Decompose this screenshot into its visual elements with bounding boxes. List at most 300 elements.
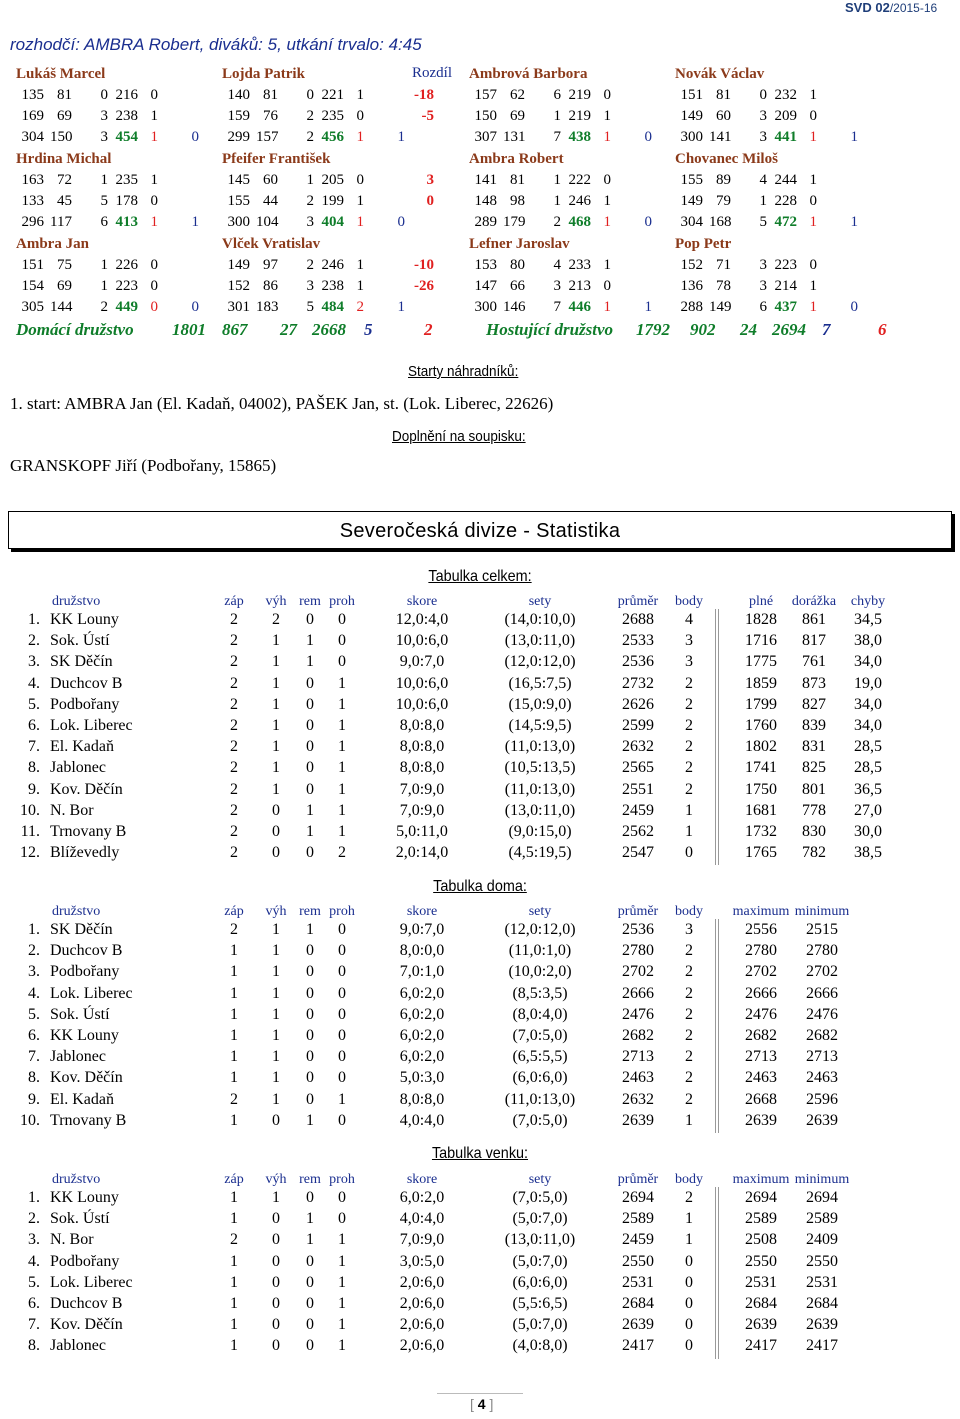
- value-cell: 8,0:0,0: [399, 942, 445, 960]
- value-cell: 2780: [622, 942, 654, 960]
- player-name: Ambra Robert: [469, 151, 564, 167]
- value-cell: 5,0:11,0: [396, 823, 448, 840]
- score-cell: 163: [21, 172, 44, 188]
- value-cell: 0: [306, 759, 314, 777]
- value-cell: 2780: [806, 942, 838, 960]
- value-cell: 0: [306, 1295, 314, 1312]
- score-cell: 145: [227, 172, 250, 188]
- value-cell: 1: [230, 1316, 238, 1334]
- value-cell: 2668: [745, 1090, 777, 1108]
- value-cell: 0: [272, 1295, 280, 1312]
- value-cell: 10,0:6,0: [395, 674, 449, 692]
- team-name-cell: Lok. Liberec: [50, 1273, 133, 1291]
- value-cell: 3: [685, 921, 693, 938]
- value-cell: 2417: [806, 1337, 838, 1355]
- score-cell: 78: [716, 278, 731, 294]
- value-cell: 1: [272, 1048, 280, 1066]
- total-cell: 1: [809, 214, 817, 230]
- value-cell: 6,0:2,0: [399, 1189, 445, 1206]
- score-cell: 1: [356, 87, 364, 103]
- value-cell: 2556: [745, 921, 777, 938]
- value-cell: (8,0:4,0): [512, 1005, 568, 1023]
- value-cell: 19,0: [854, 674, 882, 692]
- value-cell: 1: [306, 823, 314, 840]
- value-cell: 0: [338, 963, 346, 981]
- score-cell: 159: [227, 108, 250, 124]
- team-name-cell: Trnovany B: [50, 823, 127, 840]
- value-cell: 6,0:2,0: [399, 1005, 445, 1023]
- value-cell: 0: [306, 1090, 314, 1108]
- value-cell: 782: [802, 844, 826, 862]
- value-cell: 1: [338, 780, 346, 798]
- value-cell: 1: [338, 759, 346, 777]
- player-name: Pop Petr: [675, 236, 732, 252]
- rank-cell: 7.: [28, 1048, 40, 1066]
- value-cell: 1: [685, 1111, 693, 1129]
- total-cell: 437: [774, 299, 797, 315]
- total-cell: 304: [21, 129, 44, 145]
- score-cell: 1: [100, 278, 108, 294]
- value-cell: (14,5:9,5): [508, 717, 572, 734]
- value-cell: 2531: [745, 1273, 777, 1291]
- value-cell: (7,0:5,0): [512, 1027, 568, 1044]
- value-cell: 1: [338, 674, 346, 692]
- value-cell: 2531: [622, 1273, 654, 1291]
- value-cell: 1: [272, 738, 280, 756]
- value-cell: 2713: [806, 1048, 838, 1066]
- value-cell: (11,0:13,0): [504, 1090, 576, 1108]
- score-cell: 60: [263, 172, 278, 188]
- value-cell: 0: [338, 1027, 346, 1044]
- score-cell: 0: [356, 172, 364, 188]
- column-header: plné: [748, 594, 774, 609]
- value-cell: 2459: [622, 1231, 654, 1249]
- total-cell: 484: [321, 299, 344, 315]
- total-cell: 1: [603, 129, 611, 145]
- value-cell: 0: [685, 1252, 693, 1270]
- total-cell: 0: [850, 299, 858, 315]
- value-cell: 1: [272, 1189, 280, 1206]
- value-cell: 0: [338, 653, 346, 671]
- value-cell: 2: [685, 780, 693, 798]
- rank-cell: 7.: [28, 738, 40, 756]
- score-cell: 1: [809, 172, 817, 188]
- score-cell: 155: [680, 172, 703, 188]
- total-cell: 5: [759, 214, 767, 230]
- total-cell: 305: [21, 299, 44, 315]
- value-cell: 1: [272, 1090, 280, 1108]
- value-cell: 1: [230, 1210, 238, 1228]
- value-cell: 0: [685, 1316, 693, 1334]
- value-cell: 4,0:4,0: [399, 1111, 445, 1129]
- value-cell: 0: [306, 717, 314, 734]
- total-cell: 1: [150, 129, 158, 145]
- value-cell: 34,0: [854, 717, 882, 734]
- value-cell: 2417: [745, 1337, 777, 1355]
- value-cell: 1: [338, 695, 346, 713]
- value-cell: 1: [338, 1273, 346, 1291]
- total-cell: 6: [100, 214, 108, 230]
- score-cell: 1: [603, 193, 611, 209]
- value-cell: 2702: [622, 963, 654, 981]
- rank-cell: 10.: [20, 801, 40, 819]
- value-cell: 0: [306, 1273, 314, 1291]
- team-name-cell: Lok. Liberec: [50, 717, 133, 734]
- value-cell: 2463: [745, 1069, 777, 1087]
- column-header: proh: [329, 1172, 355, 1187]
- score-cell: 226: [115, 257, 138, 273]
- value-cell: 0: [306, 1252, 314, 1270]
- score-cell: 3: [553, 278, 561, 294]
- page-number: [ 4 ]: [470, 1396, 494, 1412]
- value-cell: 2589: [622, 1210, 654, 1228]
- value-cell: 28,5: [854, 759, 882, 777]
- value-cell: 1: [272, 942, 280, 960]
- diff-cell: 0: [426, 193, 434, 209]
- score-cell: 221: [321, 87, 344, 103]
- rank-cell: 4.: [28, 674, 40, 692]
- total-cell: 7: [553, 299, 561, 315]
- value-cell: 0: [272, 823, 280, 840]
- total-cell: 104: [256, 214, 279, 230]
- value-cell: 1: [272, 1005, 280, 1023]
- value-cell: 34,5: [854, 611, 882, 628]
- rank-cell: 8.: [28, 759, 40, 777]
- value-cell: 2: [230, 653, 238, 671]
- value-cell: (12,0:12,0): [504, 921, 576, 938]
- value-cell: (5,0:7,0): [512, 1252, 568, 1270]
- player-name: Chovanec Miloš: [675, 151, 778, 167]
- value-cell: 2: [230, 823, 238, 840]
- value-cell: 34,0: [854, 695, 882, 713]
- value-cell: 1: [306, 801, 314, 819]
- rank-cell: 3.: [28, 963, 40, 981]
- value-cell: (16,5:7,5): [508, 674, 572, 692]
- total-cell: 1: [191, 214, 199, 230]
- value-cell: (10,5:13,5): [504, 759, 576, 777]
- score-cell: 214: [774, 278, 797, 294]
- score-cell: 86: [263, 278, 278, 294]
- value-cell: 3: [685, 653, 693, 671]
- total-cell: 149: [709, 299, 732, 315]
- score-cell: 149: [680, 108, 703, 124]
- team-name-cell: Duchcov B: [50, 942, 123, 960]
- score-cell: 71: [716, 257, 731, 273]
- value-cell: 0: [306, 1048, 314, 1066]
- value-cell: 1: [338, 1231, 346, 1249]
- team-name-cell: N. Bor: [50, 1231, 94, 1249]
- score-cell: 3: [100, 108, 108, 124]
- value-cell: 6,0:2,0: [399, 1027, 445, 1044]
- value-cell: (5,0:7,0): [512, 1210, 568, 1228]
- team-name-cell: El. Kadaň: [50, 738, 114, 756]
- team-name-cell: Duchcov B: [50, 1295, 123, 1312]
- value-cell: 1: [338, 1295, 346, 1312]
- value-cell: 2536: [622, 921, 654, 938]
- score-cell: 238: [321, 278, 344, 294]
- value-cell: (5,5:6,5): [512, 1295, 568, 1312]
- value-cell: 778: [802, 801, 826, 819]
- value-cell: 2: [230, 611, 238, 628]
- rank-cell: 12.: [20, 844, 40, 862]
- value-cell: 36,5: [854, 780, 882, 798]
- score-cell: 151: [21, 257, 44, 273]
- total-cell: 299: [227, 129, 250, 145]
- team-name-cell: KK Louny: [50, 1027, 119, 1044]
- rank-cell: 10.: [20, 1111, 40, 1129]
- value-cell: 2684: [745, 1295, 777, 1312]
- total-cell: 2: [553, 214, 561, 230]
- column-header: skore: [406, 594, 438, 609]
- total-cell: 157: [256, 129, 279, 145]
- total-cell: 289: [474, 214, 497, 230]
- score-cell: 0: [809, 108, 817, 124]
- team-name-cell: Jablonec: [50, 1337, 106, 1355]
- value-cell: 0: [306, 738, 314, 756]
- total-cell: 1: [850, 129, 858, 145]
- away-team-value: 1792: [636, 320, 670, 339]
- column-header: průměr: [617, 904, 659, 919]
- value-cell: 2639: [622, 1316, 654, 1334]
- value-cell: 0: [306, 1027, 314, 1044]
- team-name-cell: Podbořany: [50, 963, 120, 981]
- value-cell: 0: [306, 844, 314, 862]
- score-cell: 81: [57, 87, 72, 103]
- score-cell: 0: [150, 257, 158, 273]
- value-cell: 2589: [806, 1210, 838, 1228]
- value-cell: 2666: [622, 984, 654, 1002]
- value-cell: 4: [685, 611, 693, 628]
- score-cell: 151: [680, 87, 703, 103]
- value-cell: 1732: [745, 823, 777, 840]
- value-cell: 0: [272, 1252, 280, 1270]
- total-cell: 0: [150, 299, 158, 315]
- value-cell: 1: [338, 1337, 346, 1355]
- table-separator: [715, 919, 719, 1133]
- column-header: chyby: [850, 594, 886, 609]
- table-separator: [715, 609, 719, 865]
- value-cell: 2: [230, 921, 238, 938]
- value-cell: 8,0:8,0: [399, 1090, 445, 1108]
- rank-cell: 2.: [28, 1210, 40, 1228]
- value-cell: 0: [338, 632, 346, 650]
- value-cell: 2459: [622, 801, 654, 819]
- value-cell: 2,0:6,0: [399, 1316, 445, 1334]
- score-cell: 199: [321, 193, 344, 209]
- column-header: minimum: [794, 1172, 850, 1187]
- value-cell: 0: [338, 921, 346, 938]
- total-cell: 288: [680, 299, 703, 315]
- total-cell: 131: [503, 129, 526, 145]
- value-cell: 1: [272, 653, 280, 671]
- value-cell: 1: [338, 1090, 346, 1108]
- score-cell: 1: [553, 108, 561, 124]
- value-cell: 1: [272, 695, 280, 713]
- value-cell: 1716: [745, 632, 777, 650]
- total-cell: 1: [397, 299, 405, 315]
- total-cell: 300: [227, 214, 250, 230]
- total-cell: 3: [759, 129, 767, 145]
- score-cell: 149: [227, 257, 250, 273]
- value-cell: 2684: [622, 1295, 654, 1312]
- value-cell: 1: [272, 632, 280, 650]
- value-cell: 10,0:6,0: [395, 695, 449, 713]
- total-cell: 117: [50, 214, 72, 230]
- value-cell: 2: [685, 1069, 693, 1087]
- division-title: Severočeská divize - Statistika: [339, 520, 621, 542]
- value-cell: 1: [338, 823, 346, 840]
- roster-title: Doplnění na soupisku:: [392, 428, 526, 445]
- player-name: Lojda Patrik: [222, 66, 305, 82]
- value-cell: 0: [272, 1231, 280, 1249]
- value-cell: 2536: [622, 653, 654, 671]
- value-cell: 2562: [622, 823, 654, 840]
- value-cell: 3: [685, 632, 693, 650]
- value-cell: 830: [802, 823, 826, 840]
- value-cell: (15,0:9,0): [508, 695, 572, 713]
- value-cell: 2: [230, 1090, 238, 1108]
- total-cell: 7: [553, 129, 561, 145]
- value-cell: 1: [338, 738, 346, 756]
- total-cell: 1: [809, 129, 817, 145]
- value-cell: 2682: [745, 1027, 777, 1044]
- value-cell: (4,0:8,0): [512, 1337, 568, 1355]
- column-header: maximum: [732, 904, 790, 919]
- total-cell: 2: [100, 299, 108, 315]
- total-cell: 2: [306, 129, 314, 145]
- score-cell: 147: [474, 278, 497, 294]
- value-cell: 0: [272, 1111, 280, 1129]
- value-cell: 2780: [745, 942, 777, 960]
- score-cell: 66: [510, 278, 525, 294]
- value-cell: 1681: [745, 801, 777, 819]
- value-cell: 2: [230, 780, 238, 798]
- team-name-cell: Kov. Děčín: [50, 780, 123, 798]
- division-banner: [8, 511, 952, 549]
- total-cell: 300: [680, 129, 703, 145]
- score-cell: 60: [716, 108, 731, 124]
- column-header: družstvo: [52, 594, 101, 609]
- away-table-title: Tabulka venku:: [431, 1145, 529, 1162]
- value-cell: 2713: [622, 1048, 654, 1066]
- column-header: body: [675, 1172, 703, 1187]
- value-cell: (12,0:12,0): [504, 653, 576, 671]
- score-cell: 81: [716, 87, 731, 103]
- value-cell: 34,0: [854, 653, 882, 671]
- value-cell: 0: [685, 1337, 693, 1355]
- value-cell: 2: [272, 611, 280, 628]
- score-cell: 232: [774, 87, 797, 103]
- column-header: průměr: [617, 1172, 659, 1187]
- value-cell: (7,0:5,0): [512, 1189, 568, 1206]
- total-cell: 0: [644, 214, 652, 230]
- value-cell: 0: [306, 1005, 314, 1023]
- value-cell: 1: [230, 984, 238, 1002]
- score-cell: 1: [100, 257, 108, 273]
- team-name-cell: Kov. Děčín: [50, 1069, 123, 1087]
- score-cell: 75: [57, 257, 72, 273]
- value-cell: 1: [306, 1231, 314, 1249]
- score-cell: 1: [603, 108, 611, 124]
- total-cell: 1: [603, 299, 611, 315]
- value-cell: 0: [685, 844, 693, 862]
- score-cell: 219: [568, 87, 591, 103]
- score-cell: 62: [510, 87, 525, 103]
- value-cell: 2694: [806, 1189, 838, 1206]
- value-cell: 2515: [806, 921, 838, 938]
- value-cell: 2463: [622, 1069, 654, 1087]
- score-cell: 135: [21, 87, 44, 103]
- column-header: sety: [528, 1172, 552, 1187]
- value-cell: 2508: [745, 1231, 777, 1249]
- value-cell: 1: [230, 942, 238, 960]
- score-cell: 1: [356, 257, 364, 273]
- value-cell: 1: [272, 921, 280, 938]
- value-cell: 2547: [622, 844, 654, 862]
- score-cell: 0: [759, 87, 767, 103]
- rank-cell: 7.: [28, 1316, 40, 1334]
- rank-cell: 3.: [28, 653, 40, 671]
- value-cell: 0: [272, 1273, 280, 1291]
- value-cell: 0: [272, 801, 280, 819]
- value-cell: 2632: [622, 1090, 654, 1108]
- team-name-cell: Podbořany: [50, 695, 120, 713]
- value-cell: 1: [230, 1273, 238, 1291]
- player-name: Ambrová Barbora: [469, 66, 588, 82]
- team-name-cell: Kov. Děčín: [50, 1316, 123, 1334]
- total-cell: 1: [809, 299, 817, 315]
- player-name: Ambra Jan: [16, 236, 89, 252]
- total-cell: 300: [474, 299, 497, 315]
- total-cell: 296: [21, 214, 44, 230]
- total-cell: 2: [356, 299, 364, 315]
- value-cell: 1: [272, 759, 280, 777]
- referee-line: rozhodčí: AMBRA Robert, diváků: 5, utkání trvalo: 4:45: [10, 35, 422, 54]
- team-name-cell: Jablonec: [50, 759, 106, 777]
- home-team-value: 2: [424, 320, 433, 339]
- value-cell: 1802: [745, 738, 777, 756]
- value-cell: 0: [306, 695, 314, 713]
- rank-cell: 1.: [28, 921, 40, 938]
- column-header: záp: [224, 904, 244, 919]
- score-cell: 1: [356, 278, 364, 294]
- column-header: průměr: [617, 594, 659, 609]
- value-cell: 12,0:4,0: [395, 611, 449, 628]
- value-cell: 2: [230, 1231, 238, 1249]
- value-cell: 2417: [622, 1337, 654, 1355]
- value-cell: (9,0:15,0): [508, 823, 572, 840]
- score-cell: 136: [680, 278, 703, 294]
- value-cell: 2: [230, 738, 238, 756]
- column-header: rem: [299, 904, 321, 919]
- value-cell: 2599: [622, 717, 654, 734]
- team-name-cell: Sok. Ústí: [50, 632, 110, 650]
- column-header: sety: [528, 594, 552, 609]
- team-name-cell: Sok. Ústí: [50, 1210, 110, 1228]
- value-cell: 2666: [745, 984, 777, 1002]
- value-cell: 817: [802, 632, 826, 650]
- value-cell: 0: [306, 1337, 314, 1355]
- score-cell: 1: [759, 193, 767, 209]
- column-header: družstvo: [52, 1172, 101, 1187]
- away-team-value: 6: [878, 320, 887, 339]
- total-cell: 441: [774, 129, 797, 145]
- total-cell: 146: [503, 299, 526, 315]
- score-cell: 169: [21, 108, 44, 124]
- rank-cell: 11.: [20, 823, 40, 840]
- total-cell: 6: [759, 299, 767, 315]
- value-cell: 0: [338, 1189, 346, 1206]
